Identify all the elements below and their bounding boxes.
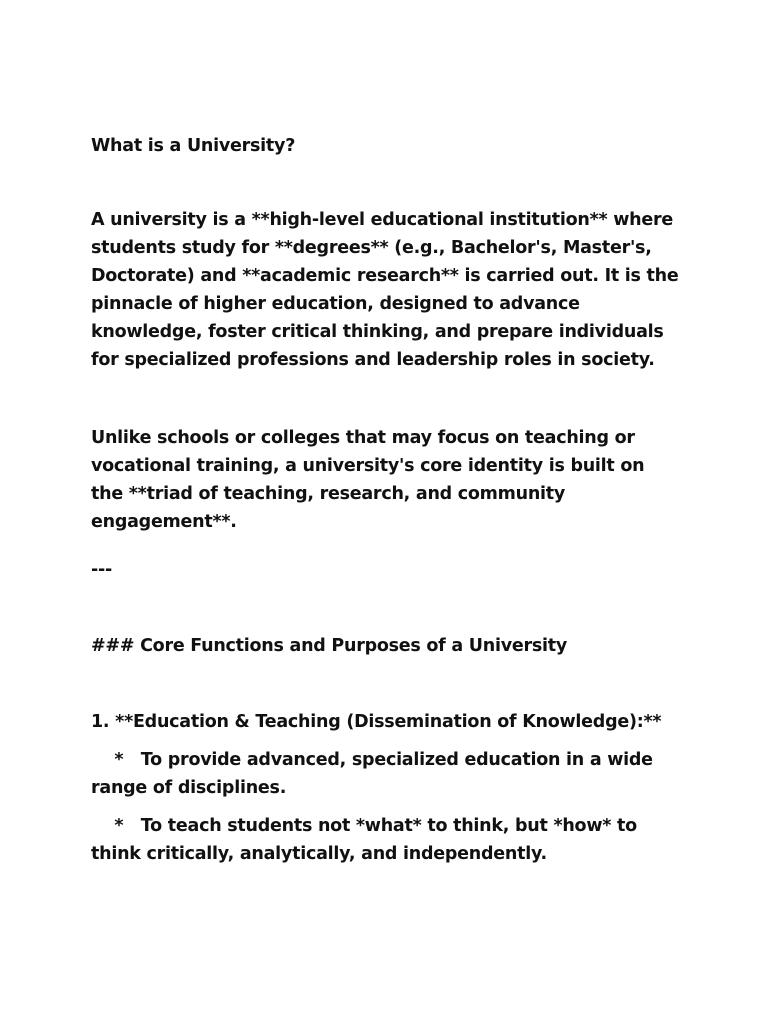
- bullet-advanced-education: * To provide advanced, specialized education in a wide range of disciplines.: [91, 750, 659, 798]
- bullet-critical-thinking: * To teach students not *what* to think, but *how* to think critically, analytically, and independently.: [91, 816, 643, 864]
- list-item-education: 1. **Education & Teaching (Dissemination of Knowledge):**: [91, 712, 662, 732]
- separator-text: ---: [91, 560, 113, 580]
- document-title: What is a University?: [91, 136, 296, 156]
- distinction-paragraph: Unlike schools or colleges that may focus on teaching or vocational training, a university's core identity is built on the **triad of teaching, research, and community engagement**.: [91, 428, 645, 532]
- section-heading: ### Core Functions and Purposes of a University: [91, 636, 568, 656]
- intro-paragraph: A university is a **high-level educational institution** where students study for **degrees** (e.g., Bachelor's, Master's, Doctorate) and **academic research** is carried out. It is the pinnacle of higher education, designed to advance knowledge, foster critical thinking, and prepare individuals for specialized professions and leadership roles in society.: [91, 210, 679, 370]
